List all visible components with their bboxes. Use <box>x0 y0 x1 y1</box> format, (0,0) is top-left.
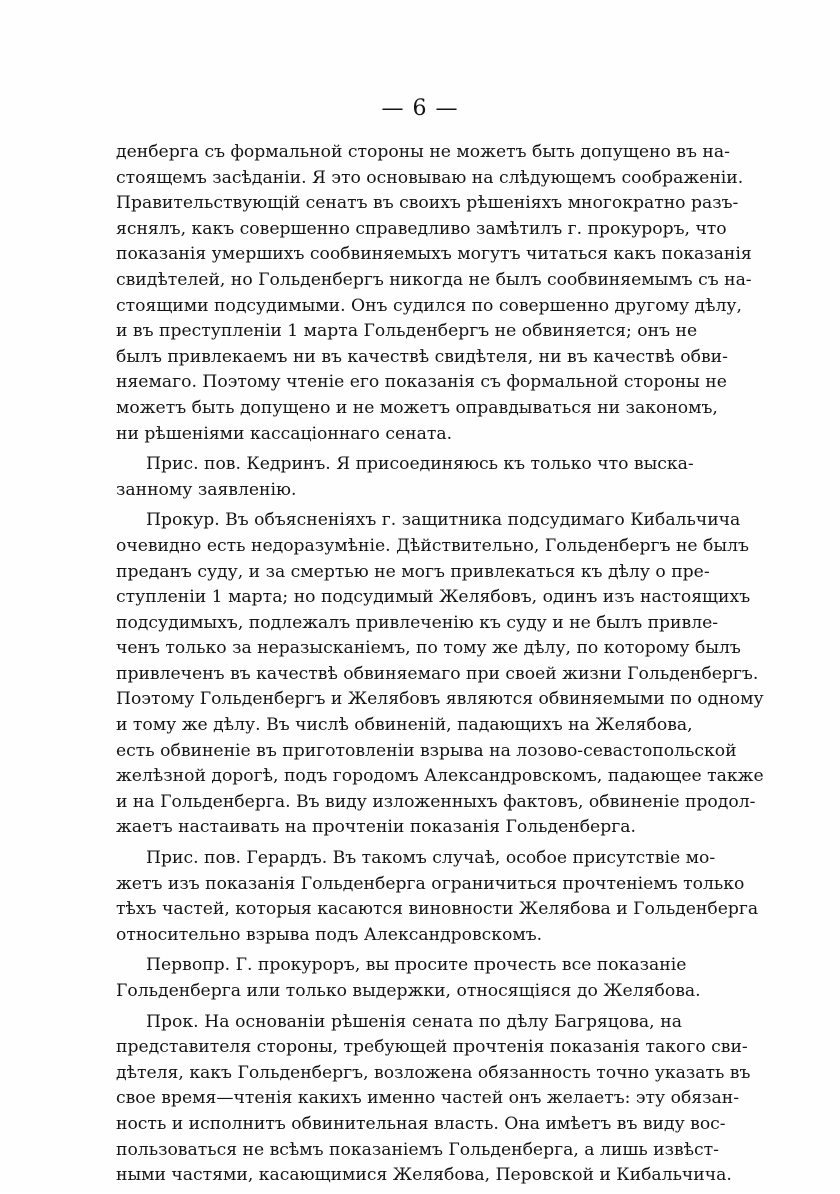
text-line: тѣхъ частей, которыя касаются виновности Желябова и Гольденберга <box>116 899 759 920</box>
text-line: представителя стороны, требующей прочтенія показанія такого сви- <box>116 1037 748 1058</box>
text-line: ступленіи 1 марта; но подсудимый Желябовъ, одинъ изъ настоящихъ <box>116 587 751 608</box>
text-line: преданъ суду, и за смертью не могъ привлекаться къ дѣлу о пре- <box>116 561 710 582</box>
paragraph-prosecutor-reply <box>116 1010 751 1189</box>
text-line: дѣтеля, какъ Гольденбергъ, возложена обязанность точно указать въ <box>116 1062 751 1083</box>
paragraph-presiding <box>116 953 701 1004</box>
body-text <box>116 140 764 1194</box>
text-line: Прис. пов. Герардъ. Въ такомъ случаѣ, особое присутствіе мо- <box>146 848 716 869</box>
text-line: няемаго. Поэтому чтеніе его показанія съ формальной стороны не <box>116 372 727 393</box>
text-line: и въ преступленіи 1 марта Гольденбергъ не обвиняется; онъ не <box>116 321 698 342</box>
paragraph-kedrin <box>116 452 694 503</box>
text-line: жаетъ настаивать на прочтеніи показанія Гольденберга. <box>116 817 636 838</box>
text-line: ни рѣшеніями кассаціоннаго сената. <box>116 423 453 444</box>
paragraph-continuation <box>116 140 752 447</box>
text-line: очевидно есть недоразумѣніе. Дѣйствительно, Гольденбергъ не былъ <box>116 535 749 556</box>
text-line: занному заявленію. <box>116 479 297 500</box>
text-line: Поэтому Гольденбергъ и Желябовъ являются обвиняемыми по одному <box>116 689 764 710</box>
text-line: Первопр. Г. прокуроръ, вы просите прочесть все показаніе <box>146 955 687 976</box>
text-line: желѣзной дорогѣ, подъ городомъ Александровскомъ, падающее также <box>116 766 764 787</box>
paragraph-gerard <box>116 846 759 948</box>
text-line: ченъ только за неразысканіемъ, по тому же дѣлу, по которому былъ <box>116 638 741 659</box>
text-line: относительно взрыва подъ Александровскомъ. <box>116 924 543 945</box>
text-line: стоящими подсудимыми. Онъ судился по совершенно другому дѣлу, <box>116 295 742 316</box>
page-number: — 6 — <box>381 96 459 121</box>
text-line: свидѣтелей, но Гольденбергъ никогда не былъ сообвиняемымъ съ на- <box>116 269 752 290</box>
text-line: Прок. На основаніи рѣшенія сената по дѣлу Багряцова, на <box>146 1011 682 1032</box>
text-line: есть обвиненіе въ приготовленіи взрыва на лозово-севастопольской <box>116 740 737 761</box>
text-line: пользоваться не всѣмъ показаніемъ Гольденберга, а лишь извѣст- <box>116 1139 719 1160</box>
text-line: подсудимыхъ, подлежалъ привлеченію къ суду и не былъ привле- <box>116 612 719 633</box>
text-line: Гольденберга или только выдержки, относящіяся до Желябова. <box>116 981 701 1001</box>
text-line: можетъ быть допущено и не можетъ оправдываться ни закономъ, <box>116 397 718 418</box>
text-line: Прокур. Въ объясненіяхъ г. защитника подсудимаго Кибальчича <box>146 510 741 531</box>
text-line: ными частями, касающимися Желябова, Перовской и Кибальчича. <box>116 1165 732 1186</box>
text-line: яснялъ, какъ совершенно справедливо замѣтилъ г. прокуроръ, что <box>116 218 727 239</box>
text-line: Правительствующій сенатъ въ своихъ рѣшеніяхъ многократно разъ- <box>116 193 739 214</box>
text-line: привлеченъ въ качествѣ обвиняемаго при своей жизни Гольденбергъ. <box>116 663 759 684</box>
text-line: жетъ изъ показанія Гольденберга ограничиться прочтеніемъ только <box>116 873 745 894</box>
text-line: денберга съ формальной стороны не можетъ быть допущено въ на- <box>116 142 730 162</box>
text-line: стоящемъ засѣданіи. Я это основываю на слѣдующемъ соображеніи. <box>116 167 744 188</box>
text-line: свое время—чтенія какихъ именно частей онъ желаетъ: эту обязан- <box>116 1088 740 1109</box>
text-line: показанія умершихъ сообвиняемыхъ могутъ читаться какъ показанія <box>116 244 752 265</box>
text-line: былъ привлекаемъ ни въ качествѣ свидѣтеля, ни въ качествѣ обви- <box>116 346 728 367</box>
text-line: и тому же дѣлу. Въ числѣ обвиненій, падающихъ на Желябова, <box>116 715 693 736</box>
paragraph-prosecutor <box>116 508 764 841</box>
text-line: и на Гольденберга. Въ виду изложенныхъ фактовъ, обвиненіе продол- <box>116 791 756 812</box>
text-line: Прис. пов. Кедринъ. Я присоединяюсь къ только что выска- <box>146 454 694 475</box>
text-line: ность и исполнитъ обвинительная власть. Она имѣетъ въ виду вос- <box>116 1113 726 1134</box>
